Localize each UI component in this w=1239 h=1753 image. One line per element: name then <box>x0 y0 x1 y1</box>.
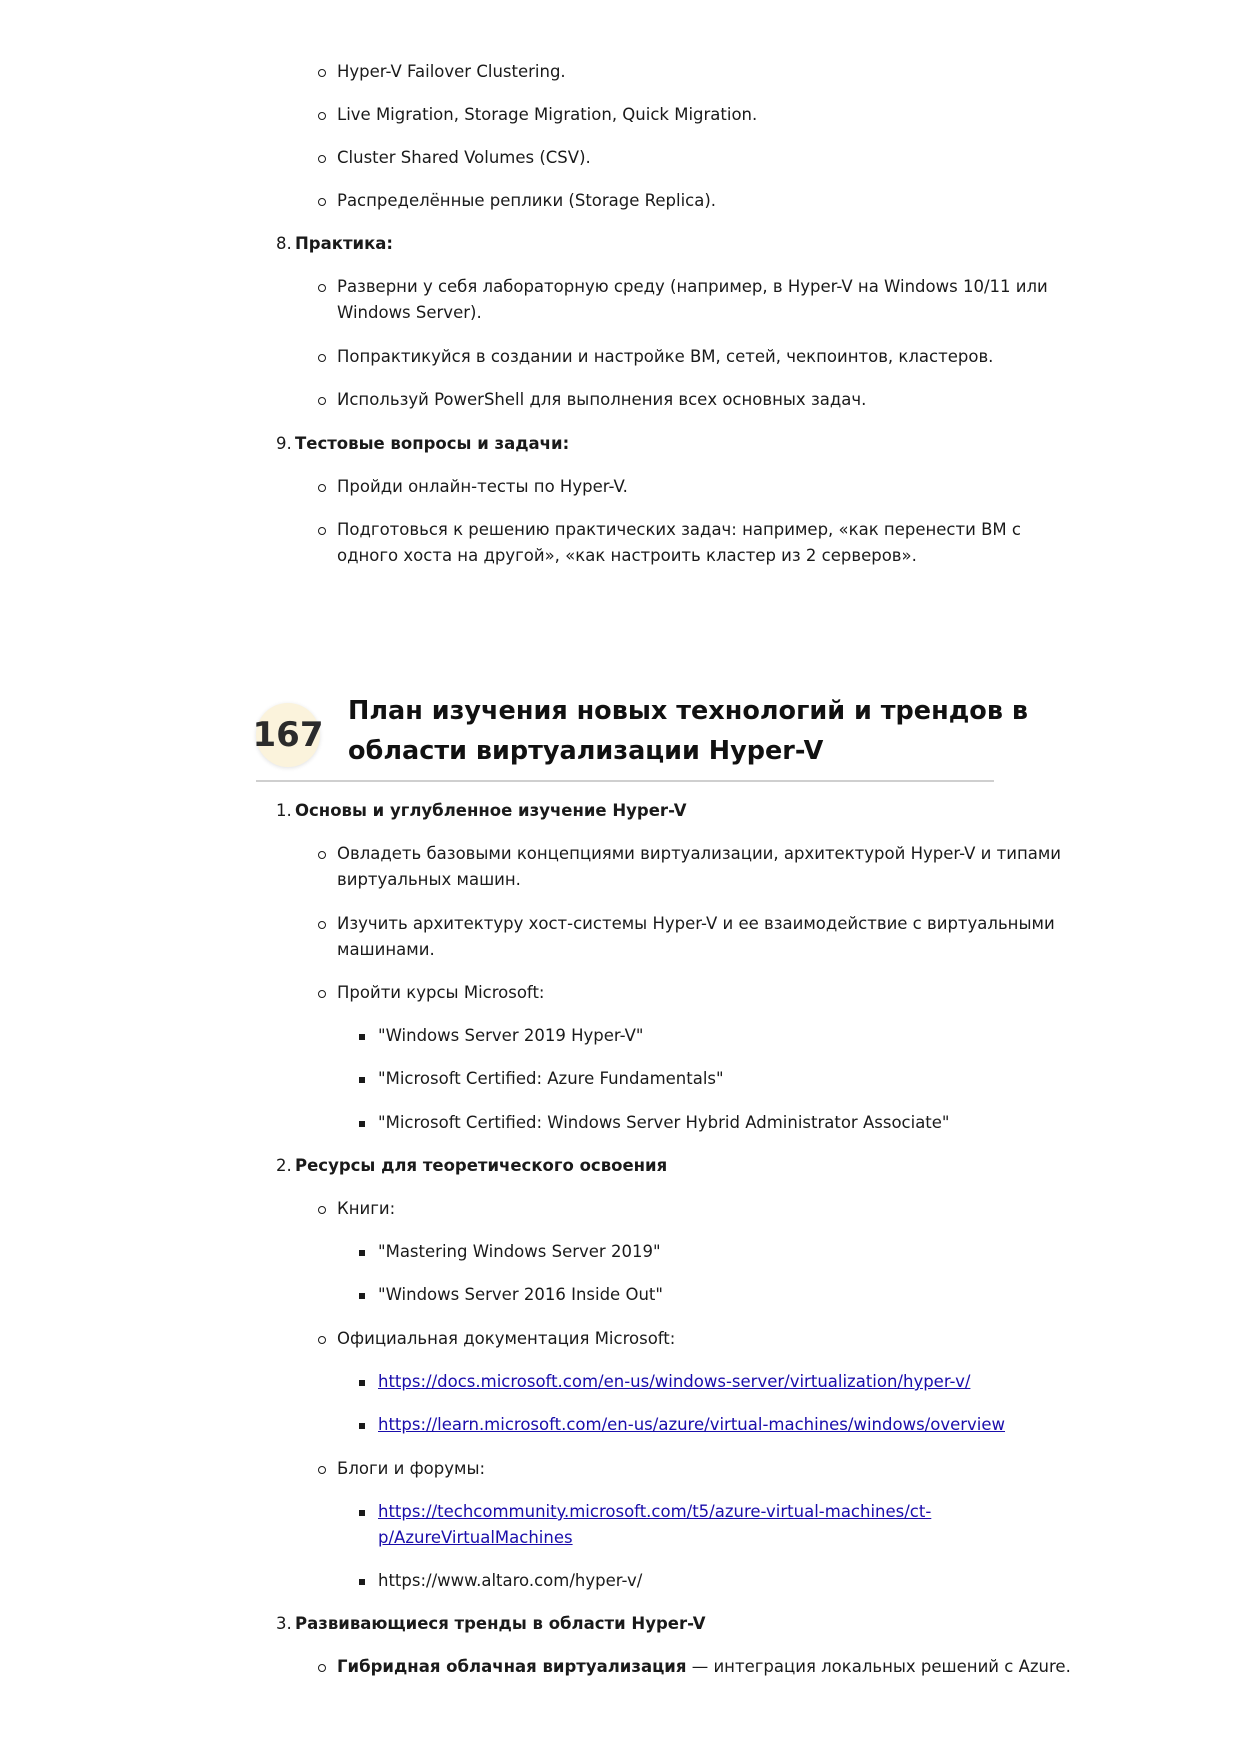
circle-bullet-icon <box>318 990 326 998</box>
list-item-continuation: виртуальных машин. <box>337 870 521 889</box>
list-item: Используй PowerShell для выполнения всех основных задач. <box>337 390 867 409</box>
circle-bullet-icon <box>318 527 326 535</box>
square-bullet-icon <box>359 1579 365 1585</box>
list-item-continuation: машинами. <box>337 940 435 959</box>
list-number: 1. <box>276 801 292 820</box>
course-item: "Microsoft Certified: Windows Server Hybrid Administrator Associate" <box>378 1113 950 1132</box>
list-item-title: Ресурсы для теоретического освоения <box>295 1156 668 1175</box>
list-item: Попрактикуйся в создании и настройке ВМ, сетей, чекпоинтов, кластеров. <box>337 347 994 366</box>
circle-bullet-icon <box>318 155 326 163</box>
list-item-continuation: одного хоста на другой», «как настроить кластер из 2 серверов». <box>337 546 917 565</box>
circle-bullet-icon <box>318 198 326 206</box>
book-item: "Mastering Windows Server 2019" <box>378 1242 661 1261</box>
section-title-line1: План изучения новых технологий и трендов в <box>348 696 1028 726</box>
list-item-title: Тестовые вопросы и задачи: <box>295 434 570 453</box>
circle-bullet-icon <box>318 69 326 77</box>
blogs-label: Блоги и форумы: <box>337 1459 486 1478</box>
square-bullet-icon <box>359 1510 365 1516</box>
square-bullet-icon <box>359 1380 365 1386</box>
blog-url-altaro: https://www.altaro.com/hyper-v/ <box>378 1571 643 1590</box>
list-item: Пройди онлайн-тесты по Hyper-V. <box>337 477 628 496</box>
list-item-title: Практика: <box>295 234 394 253</box>
book-item: "Windows Server 2016 Inside Out" <box>378 1285 663 1304</box>
circle-bullet-icon <box>318 112 326 120</box>
blog-link-techcommunity-continued[interactable]: p/AzureVirtualMachines <box>378 1528 573 1547</box>
square-bullet-icon <box>359 1293 365 1299</box>
list-number: 3. <box>276 1614 292 1633</box>
section-number-badge: 167 <box>256 703 320 767</box>
list-item-title: Развивающиеся тренды в области Hyper-V <box>295 1614 706 1633</box>
circle-bullet-icon <box>318 1336 326 1344</box>
circle-bullet-icon <box>318 284 326 292</box>
circle-bullet-icon <box>318 1664 326 1672</box>
square-bullet-icon <box>359 1077 365 1083</box>
list-item: Разверни у себя лабораторную среду (например, в Hyper-V на Windows 10/11 или <box>337 277 1048 296</box>
list-number: 9. <box>276 434 292 453</box>
section-divider <box>256 780 994 782</box>
trend-name: Гибридная облачная виртуализация <box>337 1657 687 1676</box>
list-item <box>337 1654 1071 1680</box>
list-item: Овладеть базовыми концепциями виртуализации, архитектурой Hyper-V и типами <box>337 844 1062 863</box>
square-bullet-icon <box>359 1423 365 1429</box>
list-item-continuation: Windows Server). <box>337 303 482 322</box>
course-item: "Windows Server 2019 Hyper-V" <box>378 1026 644 1045</box>
list-item: Подготовься к решению практических задач: например, «как перенести ВМ с <box>337 520 1021 539</box>
list-item: Hyper-V Failover Clustering. <box>337 62 566 81</box>
docs-link-azure-vm[interactable]: https://learn.microsoft.com/en-us/azure/virtual-machines/windows/overview <box>378 1415 1006 1434</box>
list-item: Live Migration, Storage Migration, Quick Migration. <box>337 105 758 124</box>
square-bullet-icon <box>359 1250 365 1256</box>
list-item: Распределённые реплики (Storage Replica). <box>337 191 717 210</box>
circle-bullet-icon <box>318 1466 326 1474</box>
circle-bullet-icon <box>318 354 326 362</box>
books-label: Книги: <box>337 1199 396 1218</box>
square-bullet-icon <box>359 1034 365 1040</box>
circle-bullet-icon <box>318 484 326 492</box>
circle-bullet-icon <box>318 1206 326 1214</box>
list-item-title: Основы и углубленное изучение Hyper-V <box>295 801 687 820</box>
circle-bullet-icon <box>318 921 326 929</box>
blog-link-techcommunity[interactable]: https://techcommunity.microsoft.com/t5/azure-virtual-machines/ct- <box>378 1502 932 1521</box>
square-bullet-icon <box>359 1121 365 1127</box>
list-item: Пройти курсы Microsoft: <box>337 983 545 1002</box>
docs-label: Официальная документация Microsoft: <box>337 1329 676 1348</box>
circle-bullet-icon <box>318 397 326 405</box>
list-number: 8. <box>276 234 292 253</box>
list-item: Cluster Shared Volumes (CSV). <box>337 148 591 167</box>
section-header <box>252 691 1028 783</box>
course-item: "Microsoft Certified: Azure Fundamentals" <box>378 1069 724 1088</box>
circle-bullet-icon <box>318 851 326 859</box>
list-item: Изучить архитектуру хост-системы Hyper-V и ее взаимодействие с виртуальными <box>337 914 1055 933</box>
trend-description: — интеграция локальных решений с Azure. <box>686 1657 1071 1676</box>
section-title-line2: области виртуализации Hyper-V <box>348 736 824 766</box>
list-number: 2. <box>276 1156 292 1175</box>
docs-link-hyper-v[interactable]: https://docs.microsoft.com/en-us/windows-server/virtualization/hyper-v/ <box>378 1372 971 1391</box>
